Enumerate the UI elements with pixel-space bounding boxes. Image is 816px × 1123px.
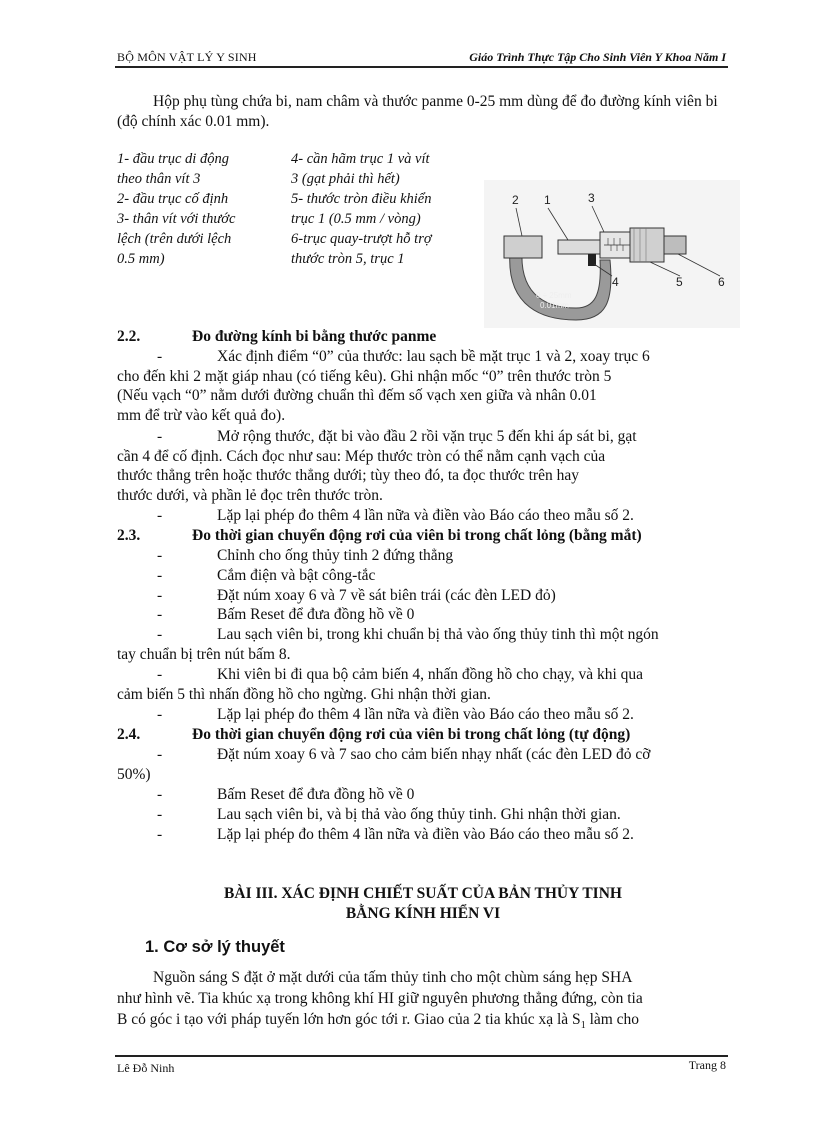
list-item-text: Lặp lại phép đo thêm 4 lần nữa và điền vào Báo cáo theo mẫu số 2. xyxy=(217,706,634,723)
legend-line: 3- thân vít với thước xyxy=(117,211,236,227)
subscript: 1 xyxy=(580,1020,586,1032)
section-number: 2.3. xyxy=(117,527,141,544)
legend-line: 0.5 mm) xyxy=(117,251,165,267)
figure-label: 1 xyxy=(544,193,551,207)
header-rule xyxy=(115,66,728,68)
lesson-title-line-2: BẰNG KÍNH HIỂN VI xyxy=(345,905,501,922)
list-item: - Đặt núm xoay 6 và 7 sao cho cảm biến nhạy nhất (các đèn LED đỏ cỡ 50%) xyxy=(117,745,729,784)
micrometer-figure xyxy=(484,180,740,328)
list-item-text: Lau sạch viên bi, trong khi chuẩn bị thả vào ống thủy tinh thì một ngón xyxy=(217,626,659,643)
list-item-text: cảm biến 5 thì nhấn đồng hồ cho ngừng. Ghi nhận thời gian. xyxy=(117,685,491,703)
list-item: - Lặp lại phép đo thêm 4 lần nữa và điền vào Báo cáo theo mẫu số 2. xyxy=(117,825,729,845)
header-department: BỘ MÔN VẬT LÝ Y SINH xyxy=(117,50,257,64)
footer-page-number: Trang 8 xyxy=(688,1058,726,1072)
list-item-text: Lặp lại phép đo thêm 4 lần nữa và điền vào Báo cáo theo mẫu số 2. xyxy=(217,826,634,843)
section-2-2-heading xyxy=(117,327,436,347)
list-item: - Mở rộng thước, đặt bi vào đầu 2 rồi vặn trục 5 đến khi áp sát bi, gạt cần 4 để cố định. Cách đọc như sau: Mép thước tròn có thể nằm cạnh vạch của thước thẳng trên hoặc thước thẳng dưới; tùy theo đó, ta đọc thước trên hay thước dưới, và phần lẻ đọc trên thước tròn. xyxy=(117,427,729,505)
legend-line: 5- thước tròn điều khiển xyxy=(291,191,432,207)
legend-line: lệch (trên dưới lệch xyxy=(117,231,232,247)
list-item-text: 50%) xyxy=(117,765,151,783)
intro-paragraph: Hộp phụ tùng chứa bi, nam châm và thước panme 0-25 mm dùng để đo đường kính viên bi (độ chính xác 0.01 mm). xyxy=(117,93,718,130)
list-item-text: Bấm Reset để đưa đồng hồ về 0 xyxy=(217,786,415,803)
list-item-text: (Nếu vạch “0” nằm dưới đường chuẩn thì đếm số vạch xen giữa và nhân 0.01 xyxy=(117,387,597,404)
footer-author: Lê Đỗ Ninh xyxy=(117,1061,175,1075)
section-number: 2.4. xyxy=(117,726,141,743)
theory-line-text: làm cho xyxy=(585,1011,640,1028)
legend-line: 6-trục quay-trượt hỗ trợ xyxy=(291,231,432,247)
list-item-text: tay chuẩn bị trên nút bấm 8. xyxy=(117,645,291,663)
list-item: - Khi viên bi đi qua bộ cảm biến 4, nhấn đồng hồ cho chạy, và khi qua cảm biến 5 thì nhấn đồng hồ cho ngừng. Ghi nhận thời gian. xyxy=(117,665,729,704)
section-title: Đo thời gian chuyển động rơi của viên bi trong chất lỏng (tự động) xyxy=(192,726,631,743)
lesson-title-line-1: BÀI III. XÁC ĐỊNH CHIẾT SUẤT CỦA BẢN THỦY TINH xyxy=(224,885,622,902)
list-item-text: Cắm điện và bật công-tắc xyxy=(217,567,376,584)
theory-line: như hình vẽ. Tia khúc xạ trong không khí HI giữ nguyên phương thẳng đứng, còn tia xyxy=(117,990,643,1007)
figure-precision-text: 0.01mm xyxy=(540,301,569,310)
legend-line: theo thân vít 3 xyxy=(117,171,201,187)
figure-label: 2 xyxy=(512,193,519,207)
legend-line: 2- đầu trục cố định xyxy=(117,191,229,207)
list-item-text: Khi viên bi đi qua bộ cảm biến 4, nhấn đồng hồ cho chạy, và khi qua xyxy=(217,666,644,683)
list-item-text: Xác định điểm “0” của thước: lau sạch bề mặt trục 1 và 2, xoay trục 6 xyxy=(217,348,650,365)
theory-line-text: B có góc i tạo với pháp tuyến lớn hơn góc tới r. Giao của 2 tia khúc xạ là S xyxy=(117,1011,581,1028)
list-item-text: Lau sạch viên bi, và bị thả vào ống thủy tinh. Ghi nhận thời gian. xyxy=(217,806,621,823)
list-item: - Chỉnh cho ống thủy tinh 2 đứng thẳng xyxy=(117,546,729,566)
list-item: - Cắm điện và bật công-tắc xyxy=(117,566,729,586)
list-item-text: mm để trừ vào kết quả đo). xyxy=(117,406,286,424)
list-item: - Lặp lại phép đo thêm 4 lần nữa và điền vào Báo cáo theo mẫu số 2. xyxy=(117,705,729,725)
legend-column-2 xyxy=(291,149,432,269)
list-item: - Đặt núm xoay 6 và 7 về sát biên trái (các đèn LED đỏ) xyxy=(117,586,729,606)
legend-line: trục 1 (0.5 mm / vòng) xyxy=(291,211,421,227)
figure-label: 3 xyxy=(588,191,595,205)
legend-line: 1- đầu trục di động xyxy=(117,151,229,167)
micrometer-illustration xyxy=(484,180,740,328)
list-item-text: Đặt núm xoay 6 và 7 về sát biên trái (các đèn LED đỏ) xyxy=(217,587,556,604)
figure-label: 4 xyxy=(612,275,619,289)
section-2-4-heading xyxy=(117,725,630,745)
legend-line: 4- cần hãm trục 1 và vít xyxy=(291,151,430,167)
figure-label: 5 xyxy=(676,275,683,289)
figure-scale-text: 0 ÷ 25mm xyxy=(536,291,572,300)
section-number: 2.2. xyxy=(117,328,141,345)
list-item: - Xác định điểm “0” của thước: lau sạch bề mặt trục 1 và 2, xoay trục 6 cho đến khi 2 mặt giáp nhau (có tiếng kêu). Ghi nhận mốc “0” trên thước tròn 5 (Nếu vạch “0” nằm dưới đường chuẩn thì đếm số vạch xen giữa và nhân 0.01 mm để trừ vào kết quả đo). xyxy=(117,347,729,425)
section-2-3-heading xyxy=(117,526,642,546)
list-item-text: Mở rộng thước, đặt bi vào đầu 2 rồi vặn trục 5 đến khi áp sát bi, gạt xyxy=(217,428,637,445)
theory-heading: 1. Cơ sở lý thuyết xyxy=(145,938,285,956)
list-item: - Lặp lại phép đo thêm 4 lần nữa và điền vào Báo cáo theo mẫu số 2. xyxy=(117,506,729,526)
list-item-text: cần 4 để cố định. Cách đọc như sau: Mép thước tròn có thể nằm cạnh vạch của xyxy=(117,447,606,465)
lesson-title xyxy=(117,884,729,924)
list-item-text: cho đến khi 2 mặt giáp nhau (có tiếng kêu). Ghi nhận mốc “0” trên thước tròn 5 xyxy=(117,367,612,385)
list-item-text: Bấm Reset để đưa đồng hồ về 0 xyxy=(217,606,415,623)
theory-line: Nguồn sáng S đặt ở mặt dưới của tấm thủy tinh cho một chùm sáng hẹp SHA xyxy=(153,969,633,986)
legend-line: 3 (gạt phải thì hết) xyxy=(291,171,400,187)
theory-paragraph xyxy=(117,967,732,1036)
list-item: - Bấm Reset để đưa đồng hồ về 0 xyxy=(117,605,729,625)
list-item-text: thước dưới, và phần lẻ đọc trên thước tròn. xyxy=(117,486,383,504)
footer-rule xyxy=(115,1055,728,1057)
theory-line xyxy=(117,1009,732,1036)
list-item: - Bấm Reset để đưa đồng hồ về 0 xyxy=(117,785,729,805)
figure-label: 6 xyxy=(718,275,725,289)
list-item-text: Đặt núm xoay 6 và 7 sao cho cảm biến nhạy nhất (các đèn LED đỏ cỡ xyxy=(217,746,651,763)
list-item-text: Chỉnh cho ống thủy tinh 2 đứng thẳng xyxy=(217,547,454,564)
legend-column-1 xyxy=(117,149,235,269)
legend-line: thước tròn 5, trục 1 xyxy=(291,251,405,267)
list-item: - Lau sạch viên bi, trong khi chuẩn bị thả vào ống thủy tinh thì một ngón tay chuẩn bị trên nút bấm 8. xyxy=(117,625,729,664)
section-title: Đo thời gian chuyển động rơi của viên bi trong chất lỏng (bằng mắt) xyxy=(192,527,642,544)
list-item: - Lau sạch viên bi, và bị thả vào ống thủy tinh. Ghi nhận thời gian. xyxy=(117,805,729,825)
header-book-title: Giáo Trình Thực Tập Cho Sinh Viên Y Khoa Năm I xyxy=(469,50,726,64)
list-item-text: thước thẳng trên hoặc thước thẳng dưới; tùy theo đó, ta đọc thước trên hay xyxy=(117,467,579,484)
section-title: Đo đường kính bi bằng thước panme xyxy=(192,328,437,345)
list-item-text: Lặp lại phép đo thêm 4 lần nữa và điền vào Báo cáo theo mẫu số 2. xyxy=(217,507,634,524)
